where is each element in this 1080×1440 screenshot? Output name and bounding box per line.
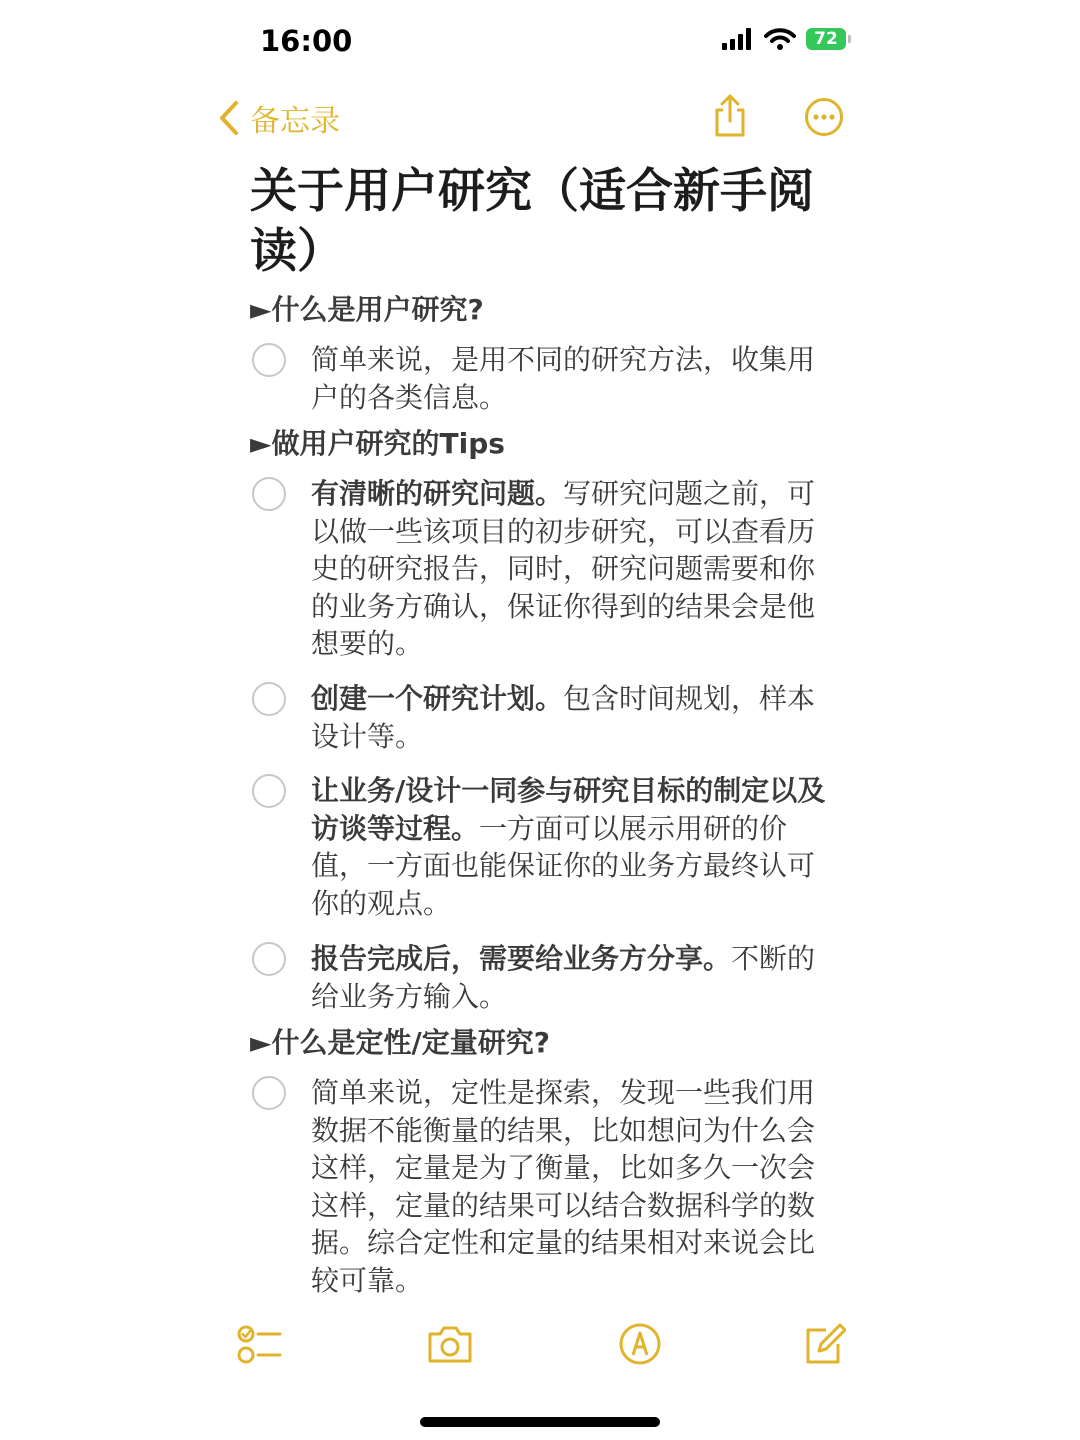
checklist-item-text[interactable] [311, 680, 836, 755]
section-heading-what-is-user-research[interactable]: ►什么是用户研究? [250, 293, 484, 326]
compose-icon[interactable] [804, 1322, 846, 1366]
checklist-checkbox[interactable] [252, 343, 286, 377]
section-heading-qualitative-quantitative[interactable]: ►什么是定性/定量研究? [250, 1026, 551, 1059]
checklist-checkbox[interactable] [252, 477, 286, 511]
cellular-signal-icon [722, 28, 754, 50]
checklist-checkbox[interactable] [252, 774, 286, 808]
item-bold-text: 创建一个研究计划。 [311, 682, 564, 715]
item-body-text: 一方面可以展示用研的价值，一方面也能保证你的业务方最终认可你的观点。 [311, 811, 816, 920]
section-heading-tips[interactable]: ►做用户研究的Tips [250, 427, 505, 460]
item-bold-text: 让业务/设计一同参与研究目标的制定以及访谈等过程。 [311, 774, 826, 845]
checklist-item[interactable] [252, 940, 842, 1015]
battery-level: 72 [814, 29, 838, 49]
checklist-item-text[interactable] [311, 475, 836, 663]
checklist-item-text[interactable] [311, 1074, 836, 1299]
note-title[interactable]: 关于用户研究（适合新手阅读） [250, 164, 814, 279]
checklist-checkbox[interactable] [252, 1076, 286, 1110]
back-button-label: 备忘录 [250, 104, 340, 139]
item-body-text: 简单来说，是用不同的研究方法，收集用户的各类信息。 [311, 343, 816, 414]
item-bold-text: 报告完成后，需要给业务方分享。 [311, 942, 732, 975]
wifi-icon [764, 28, 796, 50]
item-body-text: 包含时间规划，样本设计等。 [311, 682, 816, 753]
battery-icon [806, 28, 846, 50]
checklist-item[interactable] [252, 1074, 842, 1299]
checklist-checkbox[interactable] [252, 682, 286, 716]
markup-icon[interactable] [618, 1322, 662, 1366]
checklist-checkbox[interactable] [252, 942, 286, 976]
checklist-item-text[interactable] [311, 772, 836, 922]
checklist-item[interactable] [252, 475, 842, 663]
checklist-item[interactable] [252, 772, 842, 922]
item-body-text: 不断的给业务方输入。 [311, 942, 816, 1013]
more-icon[interactable] [804, 97, 844, 137]
checklist-item[interactable] [252, 341, 842, 416]
camera-icon[interactable] [426, 1322, 474, 1366]
home-indicator[interactable] [420, 1417, 660, 1427]
back-button[interactable] [218, 96, 340, 140]
checklist-item-text[interactable] [311, 940, 836, 1015]
status-time: 16:00 [260, 24, 353, 58]
item-body-text: 写研究问题之前，可以做一些该项目的初步研究，可以查看历史的研究报告，同时，研究问题需要和你的业务方确认，保证你得到的结果会是他想要的。 [311, 477, 816, 660]
chevron-left-icon [218, 100, 240, 136]
item-body-text: 简单来说，定性是探索，发现一些我们用数据不能衡量的结果，比如想问为什么会这样，定量是为了衡量，比如多久一次会这样，定量的结果可以结合数据科学的数据。综合定性和定量的结果相对来说会比较可靠。 [311, 1076, 816, 1297]
checklist-item[interactable] [252, 680, 842, 755]
status-indicators [722, 28, 846, 50]
checklist-icon[interactable] [236, 1322, 282, 1366]
checklist-item-text[interactable] [311, 341, 836, 416]
item-bold-text: 有清晰的研究问题。 [311, 477, 564, 510]
share-icon[interactable] [710, 94, 750, 138]
